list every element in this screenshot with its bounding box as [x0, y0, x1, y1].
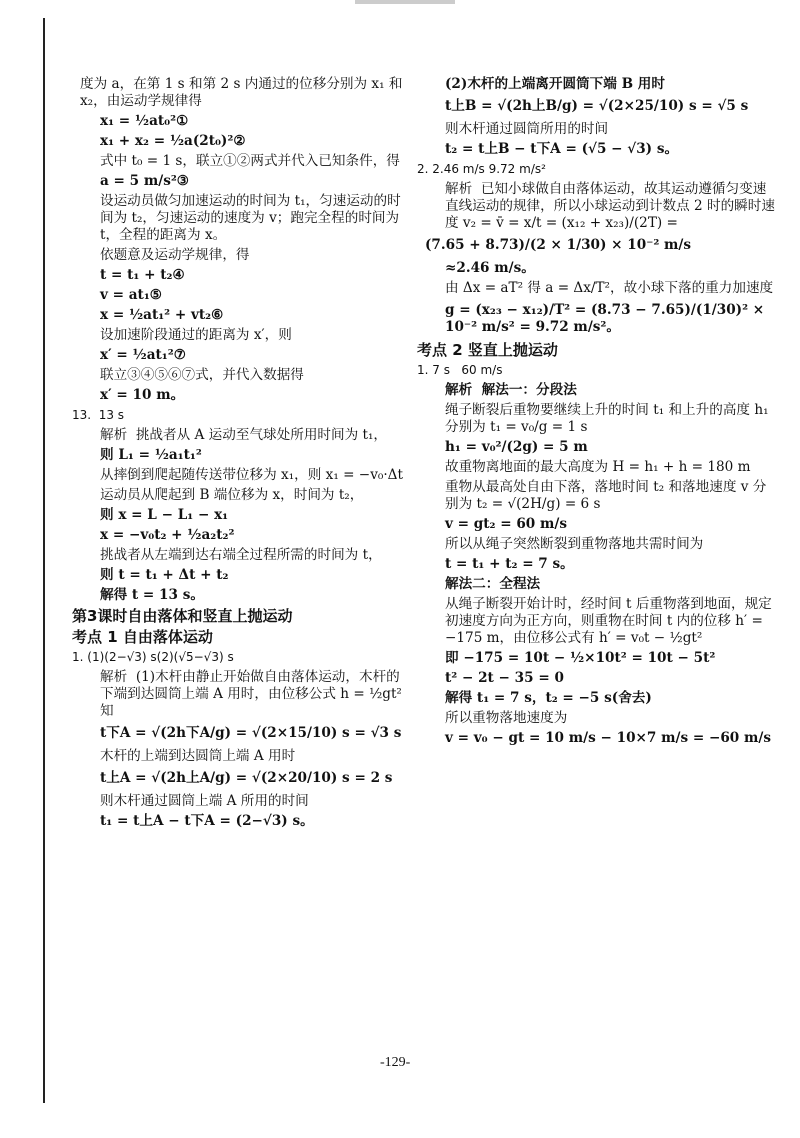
section-heading: 第3课时自由落体和竖直上抛运动: [72, 607, 293, 625]
text-line: 则木杆通过圆筒所用的时间: [445, 121, 609, 137]
formula-line: t₁ = t上A − t下A = (2−√3) s。: [100, 813, 314, 829]
answer-line: 2. 2.46 m/s 9.72 m/s²: [417, 162, 546, 176]
formula-line: x = −v₀t₂ + ½a₂t₂²: [100, 527, 235, 543]
formula-line: x′ = ½at₁²⑦: [100, 347, 186, 363]
text-line: 挑战者从左端到达右端全过程所需的时间为 t，: [100, 547, 382, 563]
explanation-line: 解析 解法一：分段法: [445, 382, 577, 398]
formula-line: 即 −175 = 10t − ½×10t² = 10t − 5t²: [445, 650, 716, 666]
formula-line: x₁ + x₂ = ½a(2t₀)²②: [100, 133, 246, 149]
answer-line: 1. 7 s 60 m/s: [417, 363, 503, 377]
text-line: 故重物离地面的最大高度为 H = h₁ + h = 180 m: [445, 459, 751, 475]
text-line: 重物从最高处自由下落，落地时间 t₂ 和落地速度 v 分别为 t₂ = √(2H/g) = 6 s: [445, 479, 767, 512]
formula-line: 则 t = t₁ + Δt + t₂: [100, 567, 229, 583]
text-line: 所以从绳子突然断裂到重物落地共需时间为: [445, 536, 704, 552]
text-line: 绳子断裂后重物要继续上升的时间 t₁ 和上升的高度 h₁ 分别为 t₁ = v₀/g = 1 s: [445, 402, 773, 435]
formula-line: ≈2.46 m/s。: [445, 260, 535, 276]
formula-line: v = at₁⑤: [100, 287, 162, 303]
text-line: 木杆的上端到达圆筒上端 A 用时: [100, 748, 296, 764]
formula-line: t² − 2t − 35 = 0: [445, 670, 564, 686]
text-line: (2)木杆的上端离开圆筒下端 B 用时: [445, 76, 665, 92]
text-line: 由 Δx = aT² 得 a = Δx/T²，故小球下落的重力加速度: [445, 280, 774, 296]
formula-line: t = t₁ + t₂④: [100, 267, 185, 283]
text-line: 从绳子断裂开始计时，经时间 t 后重物落到地面，规定初速度方向为正方向，则重物在时间 t 内的位移 h′ = −175 m，由位移公式有 h′ = v₀t − ½gt²: [445, 596, 772, 646]
formula-line: v = v₀ − gt = 10 m/s − 10×7 m/s = −60 m/s: [445, 730, 772, 746]
right-column: [417, 76, 775, 750]
formula-line: 则 L₁ = ½a₁t₁²: [100, 447, 202, 463]
text-line: 依题意及运动学规律，得: [100, 247, 250, 263]
formula-line: a = 5 m/s²③: [100, 173, 189, 189]
left-column: [72, 76, 410, 833]
text-line: 解法二：全程法: [445, 576, 541, 592]
formula-line: t = t₁ + t₂ = 7 s。: [445, 556, 574, 572]
formula-line: 则 x = L − L₁ − x₁: [100, 507, 229, 523]
text-line: 度为 a，在第 1 s 和第 2 s 内通过的位移分别为 x₁ 和 x₂，由运动学规律得: [80, 76, 407, 109]
formula-line: t上B = √(2h上B/g) = √(2×25/10) s = √5 s: [445, 98, 749, 114]
formula-line: 解得 t₁ = 7 s，t₂ = −5 s(舍去): [445, 690, 652, 706]
formula-line: t上A = √(2h上A/g) = √(2×20/10) s = 2 s: [100, 770, 393, 786]
explanation-line: 解析 (1)木杆由静止开始做自由落体运动，木杆的下端到达圆筒上端 A 用时，由位移公式 h = ½gt² 知: [100, 669, 407, 719]
text-line: 所以重物落地速度为: [445, 710, 568, 726]
scan-artifact: [355, 0, 455, 4]
formula-line: g = (x₂₃ − x₁₂)/T² = (8.73 − 7.65)/(1/30)² × 10⁻² m/s² = 9.72 m/s²。: [445, 302, 769, 335]
formula-line: x′ = 10 m。: [100, 387, 185, 403]
text-line: 设运动员做匀加速运动的时间为 t₁，匀速运动的时间为 t₂，匀速运动的速度为 v；跑完全程的时间为 t，全程的距离为 x。: [100, 193, 404, 243]
page-number: -129-: [380, 1055, 411, 1070]
formula-line: h₁ = v₀²/(2g) = 5 m: [445, 439, 588, 455]
formula-line: v = gt₂ = 60 m/s: [445, 516, 567, 532]
formula-line: x₁ = ½at₀²①: [100, 113, 189, 129]
text-line: 联立③④⑤⑥⑦式，并代入数据得: [100, 367, 304, 383]
formula-line: x = ½at₁² + vt₂⑥: [100, 307, 224, 323]
text-line: 运动员从爬起到 B 端位移为 x，时间为 t₂，: [100, 487, 364, 503]
subsection-heading: 考点 2 竖直上抛运动: [417, 341, 558, 359]
text-line: 设加速阶段通过的距离为 x′，则: [100, 327, 292, 343]
text-line: 则木杆通过圆筒上端 A 所用的时间: [100, 793, 309, 809]
formula-line: (7.65 + 8.73)/(2 × 1/30) × 10⁻² m/s: [425, 237, 692, 253]
text-line: 式中 t₀ = 1 s，联立①②两式并代入已知条件，得: [100, 153, 400, 169]
text-line: 从摔倒到爬起随传送带位移为 x₁，则 x₁ = −v₀·Δt: [100, 467, 403, 483]
explanation-line: 解析 挑战者从 A 运动至气球处所用时间为 t₁，: [100, 427, 388, 443]
formula-line: t下A = √(2h下A/g) = √(2×15/10) s = √3 s: [100, 725, 402, 741]
formula-line: t₂ = t上B − t下A = (√5 − √3) s。: [445, 141, 679, 157]
explanation-line: 解析 已知小球做自由落体运动，故其运动遵循匀变速直线运动的规律，所以小球运动到计数点 2 时的瞬时速度 v₂ = v̄ = x/t = (x₁₂ + x₂₃)/(2T) =: [445, 181, 775, 231]
subsection-heading: 考点 1 自由落体运动: [72, 628, 213, 646]
formula-line: 解得 t = 13 s。: [100, 587, 204, 603]
answer-line: 1. (1)(2−√3) s(2)(√5−√3) s: [72, 650, 234, 664]
margin-rule: [43, 18, 45, 1103]
answer-line: 13. 13 s: [72, 408, 125, 422]
